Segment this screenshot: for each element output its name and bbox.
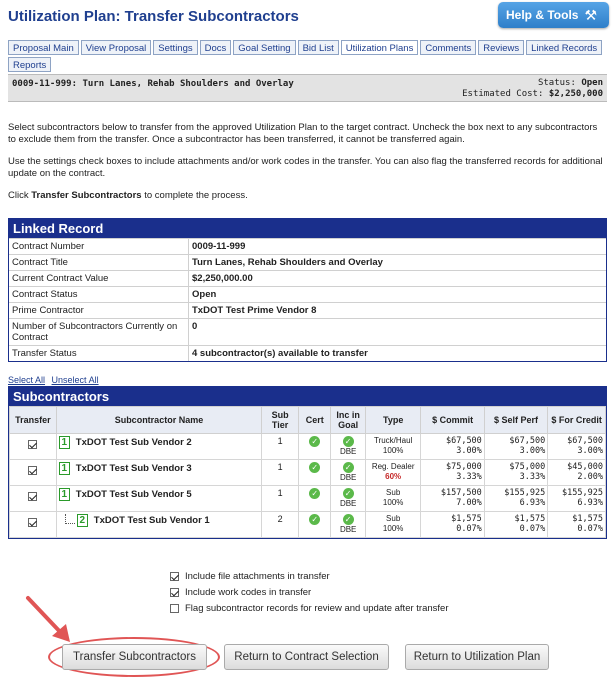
tab-reviews[interactable]: Reviews bbox=[478, 40, 524, 55]
for-credit-percent: 6.93% bbox=[577, 498, 603, 508]
option-label: Flag subcontractor records for review and update after transfer bbox=[185, 603, 449, 614]
column-header: Transfer bbox=[10, 407, 57, 434]
option-label: Include file attachments in transfer bbox=[185, 571, 330, 582]
option-checkbox[interactable] bbox=[170, 604, 179, 613]
sub-tier: 1 bbox=[262, 486, 299, 512]
linked-record-label: Contract Status bbox=[9, 287, 189, 302]
self-perf-cell bbox=[484, 486, 547, 512]
for-credit-amount: $67,500 bbox=[567, 436, 603, 446]
commit-amount: $75,000 bbox=[445, 462, 482, 472]
linked-record-row bbox=[9, 254, 606, 270]
linked-record-row bbox=[9, 345, 606, 361]
type-percent: 100% bbox=[382, 446, 404, 455]
self-perf-cell bbox=[484, 512, 547, 538]
commit-amount: $67,500 bbox=[445, 436, 482, 446]
cert-cell bbox=[299, 434, 331, 460]
tab-comments[interactable]: Comments bbox=[420, 40, 476, 55]
linked-record-label: Prime Contractor bbox=[9, 303, 189, 318]
column-header: Type bbox=[365, 407, 420, 434]
linked-record-label: Number of Subcontractors Currently on Contract bbox=[9, 319, 189, 345]
type-cell bbox=[365, 486, 420, 512]
status-label: Status: bbox=[537, 78, 576, 88]
tier-badge: 1 bbox=[59, 488, 70, 501]
option-checkbox[interactable] bbox=[170, 588, 179, 597]
goal-label: DBE bbox=[339, 525, 357, 534]
for-credit-amount: $1,575 bbox=[572, 514, 603, 524]
linked-record-row bbox=[9, 270, 606, 286]
column-header: $ For Credit bbox=[548, 407, 606, 434]
linked-record-value: $2,250,000.00 bbox=[192, 273, 253, 284]
subcontractor-name[interactable]: TxDOT Test Sub Vendor 1 bbox=[93, 515, 210, 526]
tree-connector-icon bbox=[65, 514, 75, 524]
subcontractors-table bbox=[9, 406, 606, 538]
self-perf-amount: $75,000 bbox=[509, 462, 546, 472]
table-row bbox=[10, 486, 606, 512]
for-credit-cell bbox=[548, 460, 606, 486]
certified-check-icon: ✓ bbox=[309, 514, 320, 525]
tier-badge: 2 bbox=[77, 514, 88, 527]
self-perf-percent: 3.33% bbox=[519, 472, 546, 482]
goal-check-icon: ✓ bbox=[343, 462, 354, 473]
tab-utilization-plans[interactable]: Utilization Plans bbox=[341, 40, 419, 55]
select-all-link[interactable]: Select All bbox=[8, 375, 46, 385]
goal-label: DBE bbox=[339, 447, 357, 456]
for-credit-amount: $45,000 bbox=[567, 462, 603, 472]
self-perf-amount: $67,500 bbox=[509, 436, 546, 446]
commit-percent: 0.07% bbox=[456, 524, 482, 534]
cert-cell bbox=[299, 460, 331, 486]
type-percent: 100% bbox=[382, 524, 404, 533]
transfer-option bbox=[170, 603, 455, 614]
tab-goal-setting[interactable]: Goal Setting bbox=[233, 40, 295, 55]
sub-tier: 1 bbox=[262, 434, 299, 460]
table-row bbox=[10, 512, 606, 538]
commit-percent: 3.00% bbox=[456, 446, 482, 456]
type-percent: 100% bbox=[382, 498, 404, 507]
commit-percent: 3.33% bbox=[456, 472, 482, 482]
option-label: Include work codes in transfer bbox=[185, 587, 312, 598]
linked-record-value: Open bbox=[192, 289, 217, 300]
linked-record-rows bbox=[9, 238, 606, 361]
transfer-subcontractors-button[interactable]: Transfer Subcontractors bbox=[62, 644, 207, 670]
commit-cell bbox=[421, 512, 484, 538]
goal-check-icon: ✓ bbox=[343, 488, 354, 499]
certified-check-icon: ✓ bbox=[309, 436, 320, 447]
linked-record-value: 0 bbox=[192, 321, 198, 332]
help-tools-label: Help & Tools bbox=[506, 8, 579, 22]
return-to-utilization-plan-button[interactable]: Return to Utilization Plan bbox=[405, 644, 549, 670]
linked-record-title: Linked Record bbox=[9, 219, 606, 238]
self-perf-percent: 3.00% bbox=[519, 446, 546, 456]
linked-record-row bbox=[9, 286, 606, 302]
commit-cell bbox=[421, 460, 484, 486]
estimated-cost-value: $2,250,000 bbox=[548, 89, 603, 99]
linked-record-value: TxDOT Test Prime Vendor 8 bbox=[192, 305, 317, 316]
sub-tier: 2 bbox=[262, 512, 299, 538]
tab-settings[interactable]: Settings bbox=[153, 40, 197, 55]
commit-amount: $1,575 bbox=[451, 514, 482, 524]
self-perf-percent: 6.93% bbox=[519, 498, 546, 508]
linked-record-row bbox=[9, 238, 606, 254]
transfer-option bbox=[170, 587, 455, 598]
linked-record-label: Contract Title bbox=[9, 255, 189, 270]
table-row bbox=[10, 460, 606, 486]
table-header-row bbox=[10, 407, 606, 434]
self-perf-percent: 0.07% bbox=[519, 524, 546, 534]
linked-record-row bbox=[9, 302, 606, 318]
for-credit-cell bbox=[548, 434, 606, 460]
for-credit-percent: 3.00% bbox=[577, 446, 603, 456]
tab-linked-records[interactable]: Linked Records bbox=[526, 40, 602, 55]
tab-reports[interactable]: Reports bbox=[8, 57, 51, 72]
column-header: $ Commit bbox=[421, 407, 484, 434]
transfer-checkbox[interactable] bbox=[28, 440, 37, 449]
transfer-options bbox=[170, 571, 455, 619]
instructions-paragraph-2: Use the settings check boxes to include attachments and/or work codes in the transfer. You can also flag the transferred records for additional update on the contract. bbox=[8, 156, 603, 179]
self-perf-cell bbox=[484, 460, 547, 486]
transfer-checkbox[interactable] bbox=[28, 466, 37, 475]
selection-links bbox=[8, 375, 103, 385]
subcontractor-name-cell bbox=[56, 512, 261, 538]
type-cell bbox=[365, 460, 420, 486]
transfer-cell bbox=[10, 486, 57, 512]
tab-proposal-main[interactable]: Proposal Main bbox=[8, 40, 79, 55]
subcontractor-name-cell bbox=[56, 434, 261, 460]
tab-view-proposal[interactable]: View Proposal bbox=[81, 40, 152, 55]
tools-icon: ⚒ bbox=[584, 6, 598, 23]
transfer-cell bbox=[10, 512, 57, 538]
for-credit-cell bbox=[548, 512, 606, 538]
for-credit-percent: 0.07% bbox=[577, 524, 603, 534]
for-credit-percent: 2.00% bbox=[577, 472, 603, 482]
tier-badge: 1 bbox=[59, 436, 70, 449]
certified-check-icon: ✓ bbox=[309, 488, 320, 499]
option-checkbox[interactable] bbox=[170, 572, 179, 581]
type-cell bbox=[365, 434, 420, 460]
for-credit-amount: $155,925 bbox=[562, 488, 603, 498]
linked-record-value: 0009-11-999 bbox=[192, 241, 246, 252]
tier-badge: 1 bbox=[59, 462, 70, 475]
linked-record-panel bbox=[8, 218, 607, 362]
type-percent: 60% bbox=[385, 472, 402, 481]
self-perf-cell bbox=[484, 434, 547, 460]
linked-record-row bbox=[9, 318, 606, 345]
for-credit-cell bbox=[548, 486, 606, 512]
tab-docs[interactable]: Docs bbox=[200, 40, 232, 55]
subcontractors-panel bbox=[8, 386, 607, 539]
goal-check-icon: ✓ bbox=[343, 514, 354, 525]
goal-check-icon: ✓ bbox=[343, 436, 354, 447]
column-header: Sub Tier bbox=[262, 407, 299, 434]
tab-bid-list[interactable]: Bid List bbox=[298, 40, 339, 55]
instructions-text: to complete the process. bbox=[141, 190, 248, 201]
instructions-emphasis: Transfer Subcontractors bbox=[31, 190, 142, 201]
page-title: Utilization Plan: Transfer Subcontractors bbox=[8, 8, 299, 25]
subcontractor-name-cell bbox=[56, 460, 261, 486]
table-body bbox=[10, 434, 606, 538]
transfer-option bbox=[170, 571, 455, 582]
goal-cell bbox=[331, 486, 366, 512]
column-header: $ Self Perf bbox=[484, 407, 547, 434]
goal-label: DBE bbox=[339, 473, 357, 482]
linked-record-value: 4 subcontractor(s) available to transfer bbox=[192, 348, 368, 359]
tab-bar bbox=[8, 40, 605, 72]
contract-status-block bbox=[462, 78, 603, 100]
goal-label: DBE bbox=[339, 499, 357, 508]
transfer-checkbox[interactable] bbox=[28, 492, 37, 501]
commit-amount: $157,500 bbox=[440, 488, 482, 498]
instructions-paragraph-3 bbox=[8, 190, 606, 202]
subcontractor-name[interactable]: TxDOT Test Sub Vendor 3 bbox=[75, 463, 192, 474]
cert-cell bbox=[299, 486, 331, 512]
type-label: Sub bbox=[386, 514, 401, 523]
instructions-paragraph-1: Select subcontractors below to transfer from the approved Utilization Plan to the target contract. Uncheck the box next to any subcontractors to exclude them from the transfer. Once a subcontractor has been transferred, it cannot be transferred again. bbox=[8, 122, 598, 145]
goal-cell bbox=[331, 460, 366, 486]
goal-cell bbox=[331, 434, 366, 460]
table-row bbox=[10, 434, 606, 460]
linked-record-label: Contract Number bbox=[9, 239, 189, 254]
transfer-cell bbox=[10, 460, 57, 486]
commit-percent: 7.00% bbox=[456, 498, 482, 508]
commit-cell bbox=[421, 486, 484, 512]
estimated-cost-label: Estimated Cost: bbox=[462, 89, 544, 99]
unselect-all-link[interactable]: Unselect All bbox=[51, 375, 99, 385]
goal-cell bbox=[331, 512, 366, 538]
help-tools-button[interactable] bbox=[498, 2, 609, 28]
annotation-arrow-icon bbox=[22, 592, 77, 647]
column-header: Subcontractor Name bbox=[56, 407, 261, 434]
type-label: Reg. Dealer bbox=[371, 462, 415, 471]
linked-record-label: Current Contract Value bbox=[9, 271, 189, 286]
column-header: Cert bbox=[299, 407, 331, 434]
subcontractor-name-cell bbox=[56, 486, 261, 512]
return-to-contract-selection-button[interactable]: Return to Contract Selection bbox=[224, 644, 389, 670]
cert-cell bbox=[299, 512, 331, 538]
subcontractor-name[interactable]: TxDOT Test Sub Vendor 2 bbox=[75, 437, 192, 448]
commit-cell bbox=[421, 434, 484, 460]
instructions-text: Click bbox=[8, 190, 32, 201]
sub-tier: 1 bbox=[262, 460, 299, 486]
linked-record-label: Transfer Status bbox=[9, 346, 189, 361]
column-header: Inc in Goal bbox=[331, 407, 366, 434]
contract-heading: 0009-11-999: Turn Lanes, Rehab Shoulders and Overlay bbox=[12, 79, 294, 89]
status-value: Open bbox=[581, 78, 603, 88]
self-perf-amount: $1,575 bbox=[514, 514, 546, 524]
certified-check-icon: ✓ bbox=[309, 462, 320, 473]
transfer-cell bbox=[10, 434, 57, 460]
subcontractor-name[interactable]: TxDOT Test Sub Vendor 5 bbox=[75, 489, 192, 500]
contract-header-bar bbox=[8, 74, 607, 102]
linked-record-value: Turn Lanes, Rehab Shoulders and Overlay bbox=[192, 257, 383, 268]
type-label: Sub bbox=[386, 488, 401, 497]
type-label: Truck/Haul bbox=[373, 436, 413, 445]
subcontractors-title: Subcontractors bbox=[9, 387, 606, 406]
self-perf-amount: $155,925 bbox=[504, 488, 546, 498]
transfer-checkbox[interactable] bbox=[28, 518, 37, 527]
type-cell bbox=[365, 512, 420, 538]
